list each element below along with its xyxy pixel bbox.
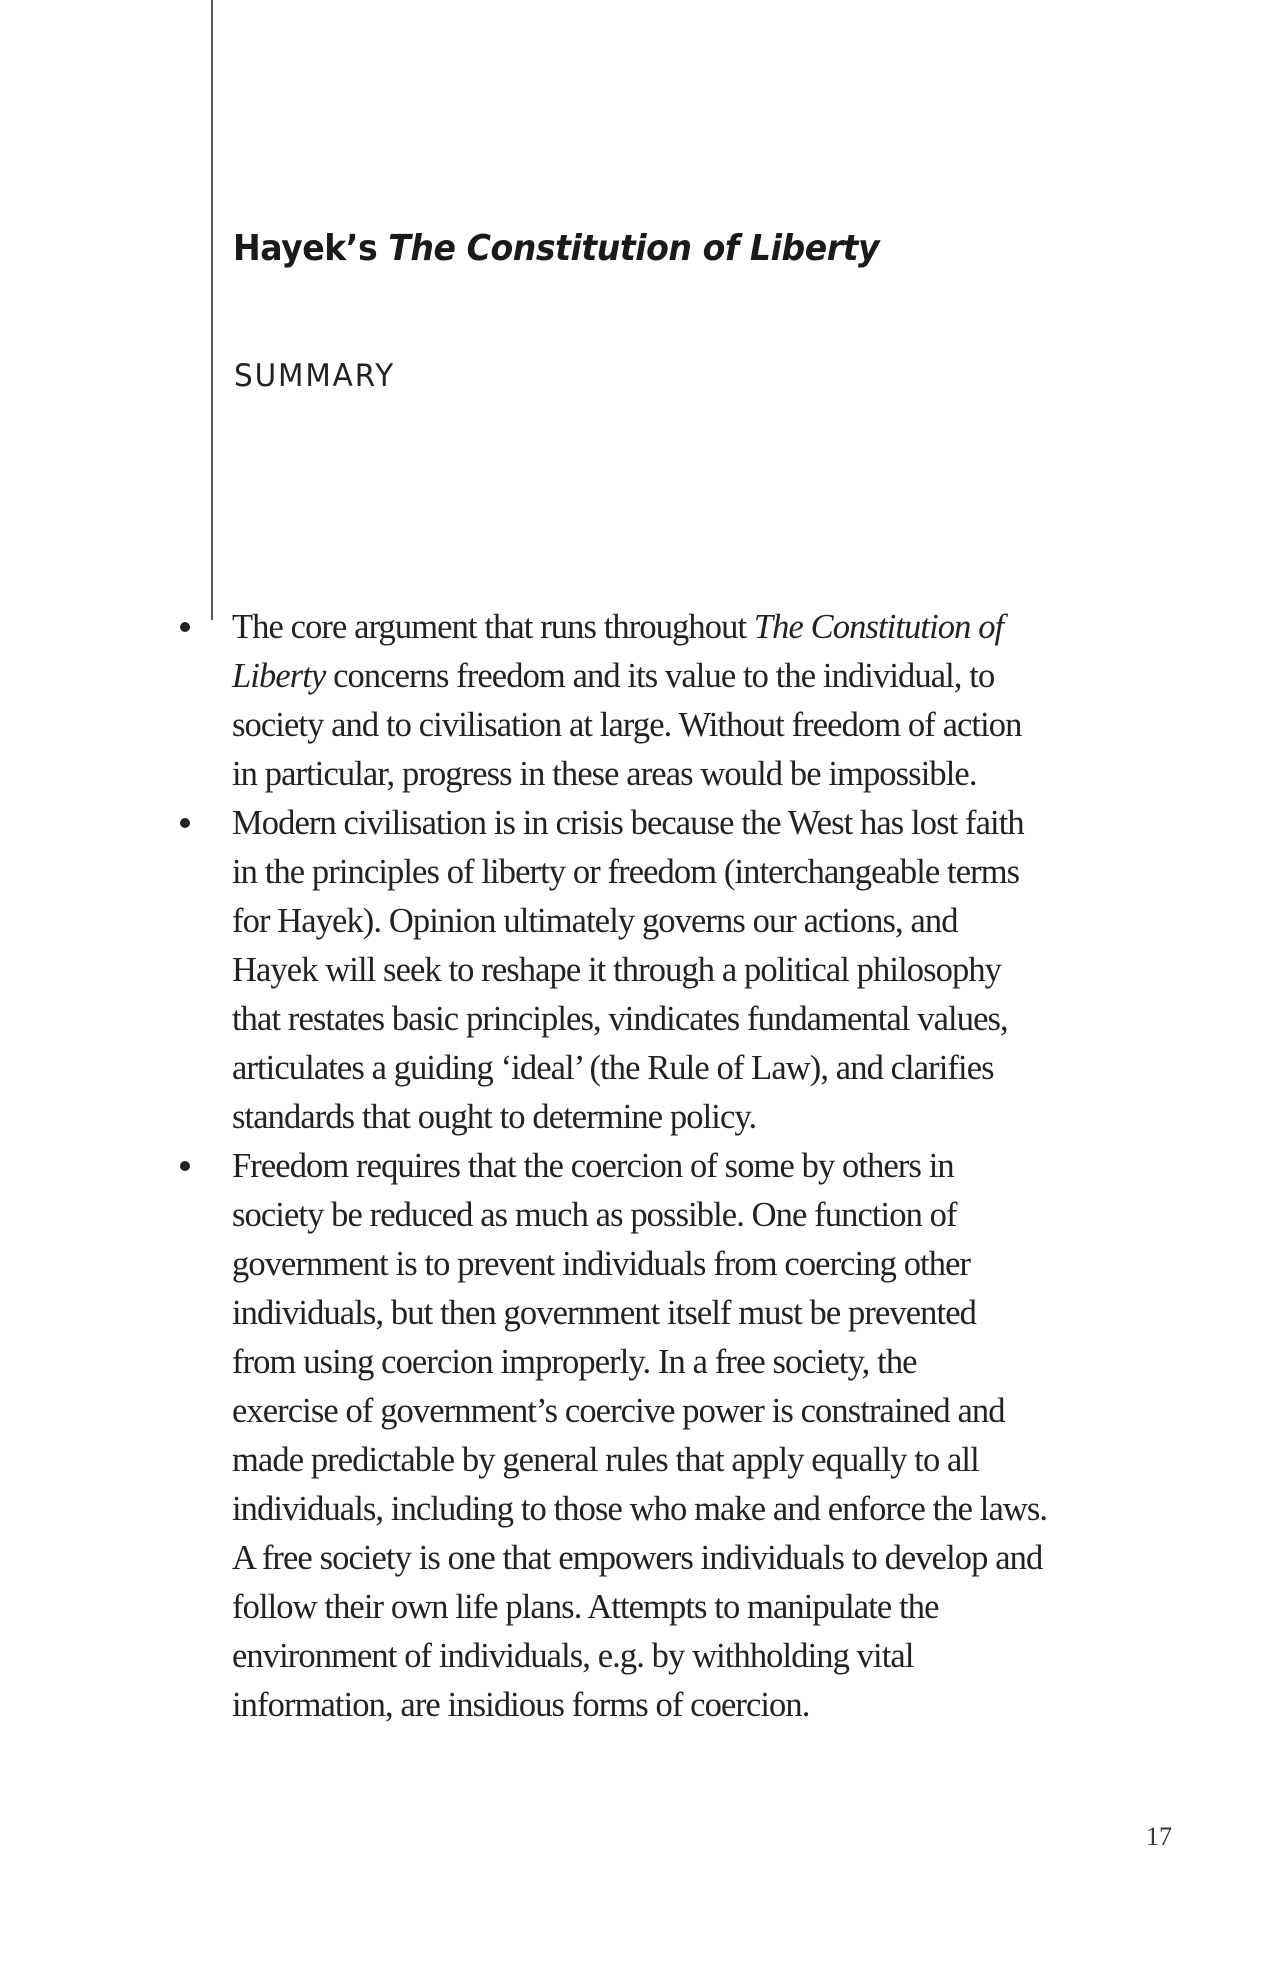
section-heading: SUMMARY [234,358,396,394]
book-title-italic: The Constitution of [753,608,1004,646]
text-line: follow their own life plans. Attempts to manipulate the [232,1588,939,1626]
book-title-italic: Liberty [232,657,326,695]
text-line: for Hayek). Opinion ultimately governs our actions, and [232,902,958,940]
summary-item [0,1142,1112,1730]
text-line: government is to prevent individuals from coercing other [232,1245,971,1283]
summary-list [0,603,1280,1730]
text-line: in particular, progress in these areas would be impossible. [232,755,977,793]
chapter-title [233,228,879,269]
bullet-icon [180,622,190,632]
text-run: concerns freedom and its value to the individual, to [325,657,995,695]
text-line [232,603,1112,652]
text-line: that restates basic principles, vindicates fundamental values, [232,1000,1008,1038]
text-line: Freedom requires that the coercion of some by others in [232,1147,954,1185]
text-line: individuals, including to those who make and enforce the laws. [232,1490,1048,1528]
bullet-icon [180,1161,190,1171]
text-line: Modern civilisation is in crisis because the West has lost faith [232,804,1024,842]
text-line: Hayek will seek to reshape it through a political philosophy [232,951,1002,989]
text-line: individuals, but then government itself must be prevented [232,1294,976,1332]
text-line: society and to civilisation at large. Without freedom of action [232,706,1022,744]
text-run: The core argument that runs throughout [232,608,754,646]
page-number: 17 [1146,1822,1172,1851]
text-line: information, are insidious forms of coercion. [232,1686,810,1724]
text-line: in the principles of liberty or freedom (interchangeable terms [232,853,1020,891]
text-line [232,652,1112,701]
text-line: from using coercion improperly. In a free society, the [232,1343,917,1381]
text-line: environment of individuals, e.g. by withholding vital [232,1637,914,1675]
margin-rule [211,0,213,620]
text-line: A free society is one that empowers individuals to develop and [232,1539,1043,1577]
text-line: standards that ought to determine policy. [232,1098,757,1136]
chapter-title-prefix: Hayek’s [233,228,389,269]
text-line: articulates a guiding ‘ideal’ (the Rule of Law), and clarifies [232,1049,994,1087]
text-line: exercise of government’s coercive power is constrained and [232,1392,1005,1430]
chapter-title-book: The Constitution of Liberty [388,228,880,269]
summary-item [0,603,1112,799]
bullet-icon [180,818,190,828]
text-line: made predictable by general rules that apply equally to all [232,1441,979,1479]
summary-item [0,799,1112,1142]
text-line: society be reduced as much as possible. One function of [232,1196,957,1234]
